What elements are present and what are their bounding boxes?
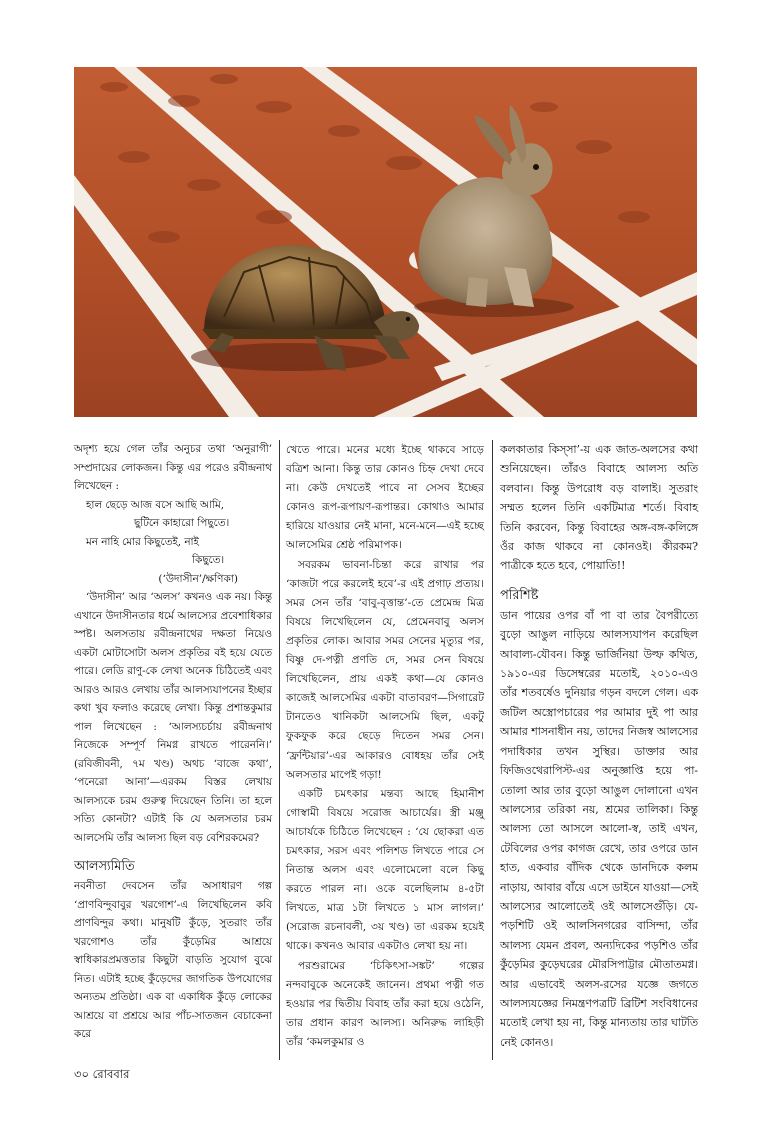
article-column-3: [500, 440, 698, 1052]
poem-line: হাল ছেড়ে আজ বসে আছি আমি,: [86, 498, 225, 511]
poem-line: মন নাহি মোর কিছুতেই, নাই: [86, 535, 199, 548]
section-heading: আলস্যমিতি: [74, 859, 135, 874]
article-column-2: [286, 440, 484, 1051]
page-number: ৩০: [74, 1067, 89, 1081]
poem-quote: [74, 496, 272, 570]
poem-source: (‘উদাসীন’/ক্ষণিকা): [158, 572, 238, 585]
poem-line: কিছুতে।: [192, 554, 225, 566]
paragraph: পরশুরামের ‘চিকিৎসা-সঙ্কট’ গল্পের নন্দবাবুকে অনেকেই জানেন। প্রথমা পত্নী গত হওয়ার পর দ্বিতীয় বিবাহ তাঁর করা হয়ে ওঠেনি, তার প্রধান কারণ আলস্য। অনিরুদ্ধ লাহিড়ী তাঁর ‘কমলকুমার ও: [286, 958, 484, 1048]
paragraph: খেতে পারে। মনের মধ্যে ইচ্ছে থাকবে সাড়ে বত্রিশ আনা। কিন্তু তার কোনও চিহ্ন দেখা দেবে না। কেউ দেখতেই পাবে না সেসব ইচ্ছের কোনও রূপ-রূপায়ণ-রূপান্তর। কোথাও আমার হারিয়ে যাওয়ার নেই মানা, মনে-মনে—এই হচ্ছে আলসেমির শ্রেষ্ঠ পরিমাপক।: [286, 443, 484, 552]
magazine-name: রোববার: [92, 1067, 130, 1081]
tortoise-and-hare-photo: [74, 67, 697, 417]
column-divider: [279, 440, 280, 1060]
article-column-1: [74, 440, 272, 1044]
paragraph: ‘উদাসীন’ আর ‘অলস’ কখনও এক নয়। কিন্তু এখানে উদাসীনতার ধর্মে আলস্যের প্রবেশাধিকার স্পষ্ট। অলসতায় রবীন্দ্রনাথের দক্ষতা নিয়েও একটা মোটাসোটা অলস প্রকৃতির বই হয়ে যেতে পারে। লেডি রাণু-কে লেখা অনেক চিঠিতেই এবং আরও আরও লেখায় তাঁর আলস্যযাপনের ইচ্ছার কথা খুব ফলাও করেছে লেখা। কিন্তু প্রশান্তকুমার পাল লিখেছেন : ‘আলস্যচর্চায় রবীন্দ্রনাথ নিজেকে সম্পূর্ণ নিমগ্ন রাখতে পারেননি।’ (রবিজীবনী, ৭ম খণ্ড) অথচ ‘বাজে কথা’, ‘পনেরো আনা’—এরকম বিস্তর লেখায় আলস্যকে চরম গুরুত্ব দিয়েছেন তিনি। তা হলে সত্যি কোনটা? এটাই কি যে অলসতার চরম আলসেমি তাঁর আলস্য ছিল বড় বেশিরকমের?: [74, 591, 272, 844]
paragraph: একটি চমৎকার মন্তব্য আছে হিমানীশ গোস্বামী বিষয়ে সরোজ আচার্যের। স্ত্রী মঞ্জু আচার্যকে চিঠিতে লিখেছেন : ‘যে ছোকরা এত চমৎকার, সরস এবং পলিশড লিখতে পারে সে নিতান্ত অলস এবং এলোমেলো বলে কিছু করতে পারল না। ওকে বলেছিলাম ৪-৫টা লিখতে, মাত্র ১টা লিখতে ১ মাস লাগল।’ (সরোজ রচনাবলী, ৩য় খণ্ড) তা এরকম হয়েই থাকে। কখনও আবার একটাও লেখা হয় না।: [286, 786, 484, 953]
paragraph: নবনীতা দেবসেন তাঁর অসাধারণ গল্প ‘প্রাণবিন্দুবাবুর খরগোশ’-এ লিখেছিলেন কবি প্রাণবিন্দুর কথা। মানুষটি কুঁড়ে, সুতরাং তাঁর খরগোশও তাঁর কুঁড়েমির আশ্রয়ে স্বাধিকারপ্রমত্ততার কিছুটা বাড়তি সুযোগ বুঝে নিত। এটাই হচ্ছে কুঁড়েদের জাগতিক উপযোগের অন্যতম প্রতিষ্ঠা। এক বা একাধিক কুঁড়ে লোকের আশ্রয়ে বা প্রশ্রয়ে আর পাঁচ-সাতজন বেচাকেনা করে: [74, 880, 272, 1040]
column-divider: [492, 440, 493, 1060]
page-footer: [74, 1066, 129, 1085]
paragraph: অদৃশ্য হয়ে গেল তাঁর অনুচর তথা ‘অনুরাগী’ সম্প্রদায়ের লোকজন। কিন্তু এর পরেও রবীন্দ্রনাথ লিখেছেন :: [74, 443, 272, 492]
poem-line: ছুটিনে কাহারো পিছুতে।: [134, 517, 230, 529]
paragraph: ডান পায়ের ওপর বাঁ পা বা তার বৈপরীত্যে বুড়ো আঙুল নাড়িয়ে আলস্যযাপন করেছিল আবাল্য-যৌবন। কিন্তু ভার্জিনিয়া উল্ফ কথিত, ১৯১০-এর ডিসেম্বরের মতোই, ২০১০-এও তাঁর শতবর্ষেও দুনিয়ার গড়ন বদলে গেল। এক জটিল অস্ত্রোপচারের পর আমার দুই পা আর আমার শাসনাধীন নয়, তাদের নিজস্ব আলস্যের পদাধিকার তখন সুস্থির। ডাক্তার আর ফিজিওথেরাপিস্ট-এর অনুজ্ঞাপ্তি হয়ে পা-তোলা আর তার বুড়ো আঙুল দোলানো এখন আলস্যের তরিকা নয়, শ্রমের তালিকা। কিন্তু আলস্য তো আসলে আলো-স্ব, তাই এখন, টেবিলের ওপর কাগজ রেখে, তার ওপরে ডান হাত, একবার বাঁদিক থেকে ডানদিকে কলম নাড়ায়, আবার বাঁয়ে এসে ডাইনে যাওয়া—সেই আলস্যের আলোতেই ওই আলসেগুঁড়ি। যে-পড়শিটি ওই আলসিনগরের বাসিন্দা, তাঁর আলস্য যেমন প্রবল, অন্যদিকের পড়শিও তাঁর কুঁড়েমির কুড়েঘরের মৌরসিপাট্টার মৌতাতমগ্ন। আর এভাবেই অলস-রসের যজ্ঞে জগতে আলস্যযজ্ঞের নিমন্ত্রণপত্রটি ব্রিটিশ সংবিধানের মতোই লেখা হয় না, কিন্তু মান্যতায় তার ঘাটতি নেই কোনও।: [500, 608, 698, 1049]
paragraph: সবরকম ভাবনা-চিন্তা করে রাখার পর ‘কাজটা পরে করলেই হবে’-র এই প্রগাঢ় প্রত্যয়। সমর সেন তাঁর ‘বাবু-বৃত্তান্ত’-তে প্রেমেন্দ্র মিত্র বিষয়ে লিখেছিলেন যে, প্রেমেনবাবু অলস প্রকৃতির লোক। আবার সমর সেনের মৃত্যুর পর, বিষ্ণু দে-পত্নী প্রণতি দে, সমর সেন বিষয়ে লিখেছিলেন, প্রায় একই কথা—যে কোনও কাজেই আলসেমির একটা বাতাবরণ—সিগারেট টানতেও খানিকটা আলসেমি ছিল, একটু ফুকফুক করে ছেড়ে দিতেন সমর সেন। ‘ফ্রন্টিয়ার’-এর আকারও বোধহয় তাঁর সেই অলসতার মাপেই গড়া!: [286, 557, 484, 781]
paragraph: কলকাতার কিস্‌সা’-য় এক জাত-অলসের কথা শুনিয়েছেন। তাঁরও বিবাহে আলস্য অতি বলবান। কিন্তু উপরোধ বড় বালাই। সুতরাং সম্মত হলেন তিনি একটিমাত্র শর্তে। বিবাহ তিনি করবেন, কিন্তু বিবাহের অঙ্গ-বঙ্গ-কলিঙ্গে ওঁর কাজ থাকবে না কোনওই। কীরকম? পাত্রীকে হতে হবে, পোয়াতি!!: [500, 443, 698, 573]
section-heading: পরিশিষ্ট: [500, 587, 539, 603]
